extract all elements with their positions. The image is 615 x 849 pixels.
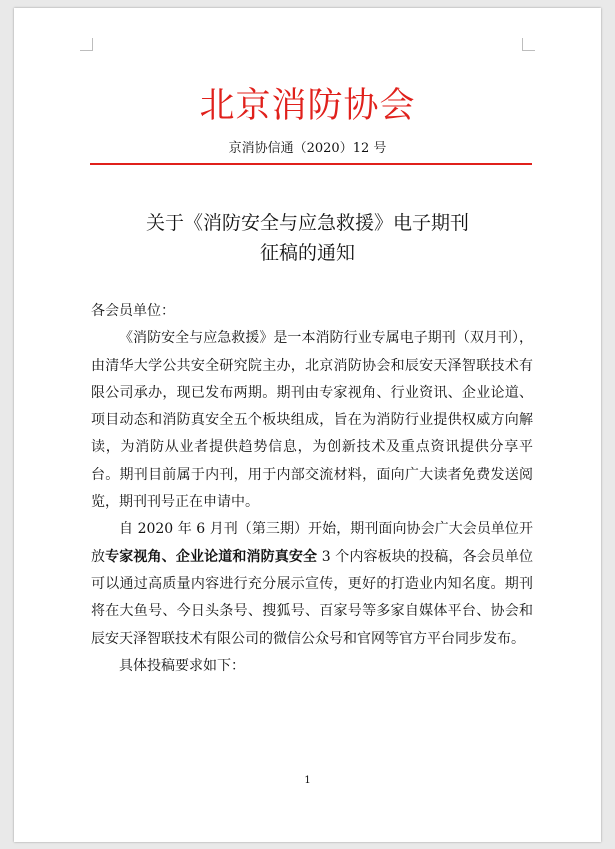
- paragraph-1: 《消防安全与应急救援》是一本消防行业专属电子期刊（双月刊），由清华大学公共安全研究院主办，北京消防协会和辰安天泽智联技术有限公司承办，现已发布两期。期刊由专家视角、行业资讯、企业论道、项目动态和消防真安全五个板块组成，旨在为消防行业提供权威方向解读，为消防从业者提供趋势信息，为创新技术及重点资讯提供分享平台。期刊目前属于内刊，用于内部交流材料，面向广大读者免费发送阅览，期刊刊号正在申请中。: [91, 330, 533, 511]
- paragraph-2-intro: 自 2020 年 6 月刊（第三期）开始，期刊面向协会广大会员单位开放: [91, 521, 533, 565]
- crop-mark-top-right: [522, 38, 535, 51]
- paragraph-2: [91, 516, 533, 652]
- document-page: [14, 8, 601, 842]
- salutation: 各会员单位：: [91, 303, 175, 319]
- notice-body: [91, 298, 533, 680]
- red-header-rule: [90, 163, 532, 165]
- organization-title: 北京消防协会: [199, 86, 416, 126]
- notice-title-line-2: 征稿的通知: [259, 242, 355, 264]
- document-number: 京消协信通（2020）12 号: [228, 141, 387, 156]
- page-number: 1: [304, 775, 311, 786]
- paragraph-2-bold-sections: 专家视角、企业论道和消防真安全: [105, 548, 318, 565]
- paragraph-3: 具体投稿要求如下：: [119, 657, 245, 674]
- notice-title: [14, 208, 601, 268]
- crop-mark-top-left: [80, 38, 93, 51]
- paragraph-2-rest: 3 个内容板块的投稿，各会员单位可以通过高质量内容进行充分展示宣传，更好的打造业内知名度。期刊将在大鱼号、今日头条号、搜狐号、百家号等多家自媒体平台、协会和辰安天泽智联技术有限公司的微信公众号和官网等官方平台同步发布。: [91, 548, 534, 647]
- notice-title-line-1: 关于《消防安全与应急救援》电子期刊: [145, 212, 469, 234]
